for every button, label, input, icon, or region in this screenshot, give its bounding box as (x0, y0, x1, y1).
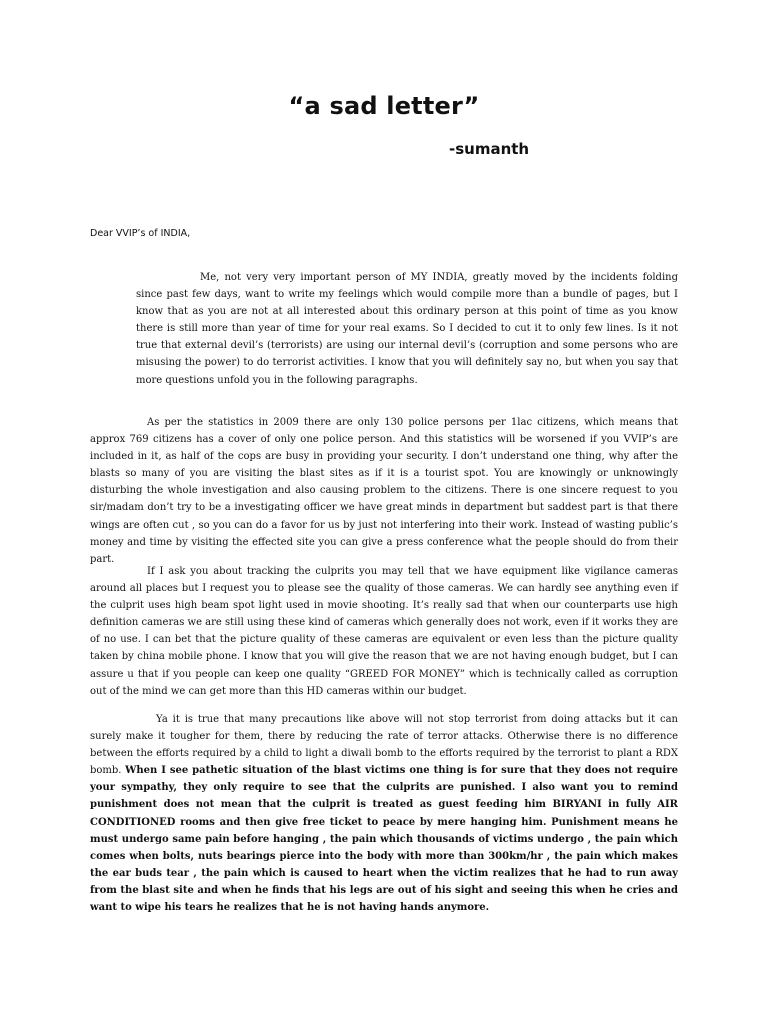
paragraph-conclusion (90, 711, 678, 916)
conclusion-bold-text: When I see pathetic situation of the blast victims one thing is for sure that they does not require your sympathy, they only require to see that the culprits are punished. I also want you to remind punishment does not mean that the culprit is treated as guest feeding him BIRYANI in fully AIR CONDITIONED rooms and then give free ticket to peace by mere hanging him. Punishment means he must undergo same pain before hanging , the pain which thousands of victims undergo , the pain which comes when bolts, nuts bearings pierce into the body with more than 300km/hr , the pain which makes the ear buds tear , the pain which is caused to heart when the victim realizes that he had to run away from the blast site and when he finds that his legs are out of his sight and seeing this when he cries and want to wipe his tears he realizes that he is not having hands anymore. (90, 765, 678, 914)
letter-title: “a sad letter” (288, 92, 480, 120)
paragraph-statistics: As per the statistics in 2009 there are only 130 police persons per 1lac citizens, which means that approx 769 citizens has a cover of only one police person. And this statistics will be worsened if you VVIP’s are included in it, as half of the cops are busy in providing your security. I don’t understand one thing, why after the blasts so many of you are visiting the blast sites as if it is a tourist spot. You are knowingly or unknowingly disturbing the whole investigation and also causing problem to the citizens. There is one sincere request to you sir/madam don’t try to be a investigating officer we have great minds in department but saddest part is that there wings are often cut , so you can do a favor for us by just not interfering into their work. Instead of wasting public’s money and time by visiting the effected site you can give a press conference what the people should do from their part. (90, 417, 678, 565)
author-signature: -sumanth (449, 140, 530, 158)
paragraph-intro: Me, not very very important person of MY INDIA, greatly moved by the incidents folding since past few days, want to write my feelings which would compile more than a bundle of pages, but I know that as you are not at all interested about this ordinary person at this point of time as you know there is still more than year of time for your real exams. So I decided to cut it to only few lines. Is it not true that external devil’s (terrorists) are using our internal devil’s (corruption and some persons who are misusing the power) to do terrorist activities. I know that you will definitely say no, but when you say that more questions unfold you in the following paragraphs. (136, 272, 678, 386)
conclusion-normal-text: Ya it is true that many precautions like above will not stop terrorist from doing attacks but it can surely make it tougher for them, there by reducing the rate of terror attacks. Otherwise there is no difference between the efforts required by a child to light a diwali bomb to the efforts required by the terrorist to plant a RDX bomb. (90, 714, 678, 777)
paragraph-cameras: If I ask you about tracking the culprits you may tell that we have equipment like vigilance cameras around all places but I request you to please see the quality of those cameras. We can hardly see anything even if the culprit uses high beam spot light used in movie shooting. It’s really sad that when our counterparts use high definition cameras we are still using these kind of cameras which generally does not work, even if it works they are of no use. I can bet that the picture quality of these cameras are equivalent or even less than the picture quality taken by china mobile phone. I know that you will give the reason that we are not having enough budget, but I can assure u that if you people can keep one quality “GREED FOR MONEY” which is technically called as corruption out of the mind we can get more than this HD cameras within our budget. (90, 566, 678, 697)
salutation: Dear VVIP’s of INDIA, (90, 228, 191, 239)
